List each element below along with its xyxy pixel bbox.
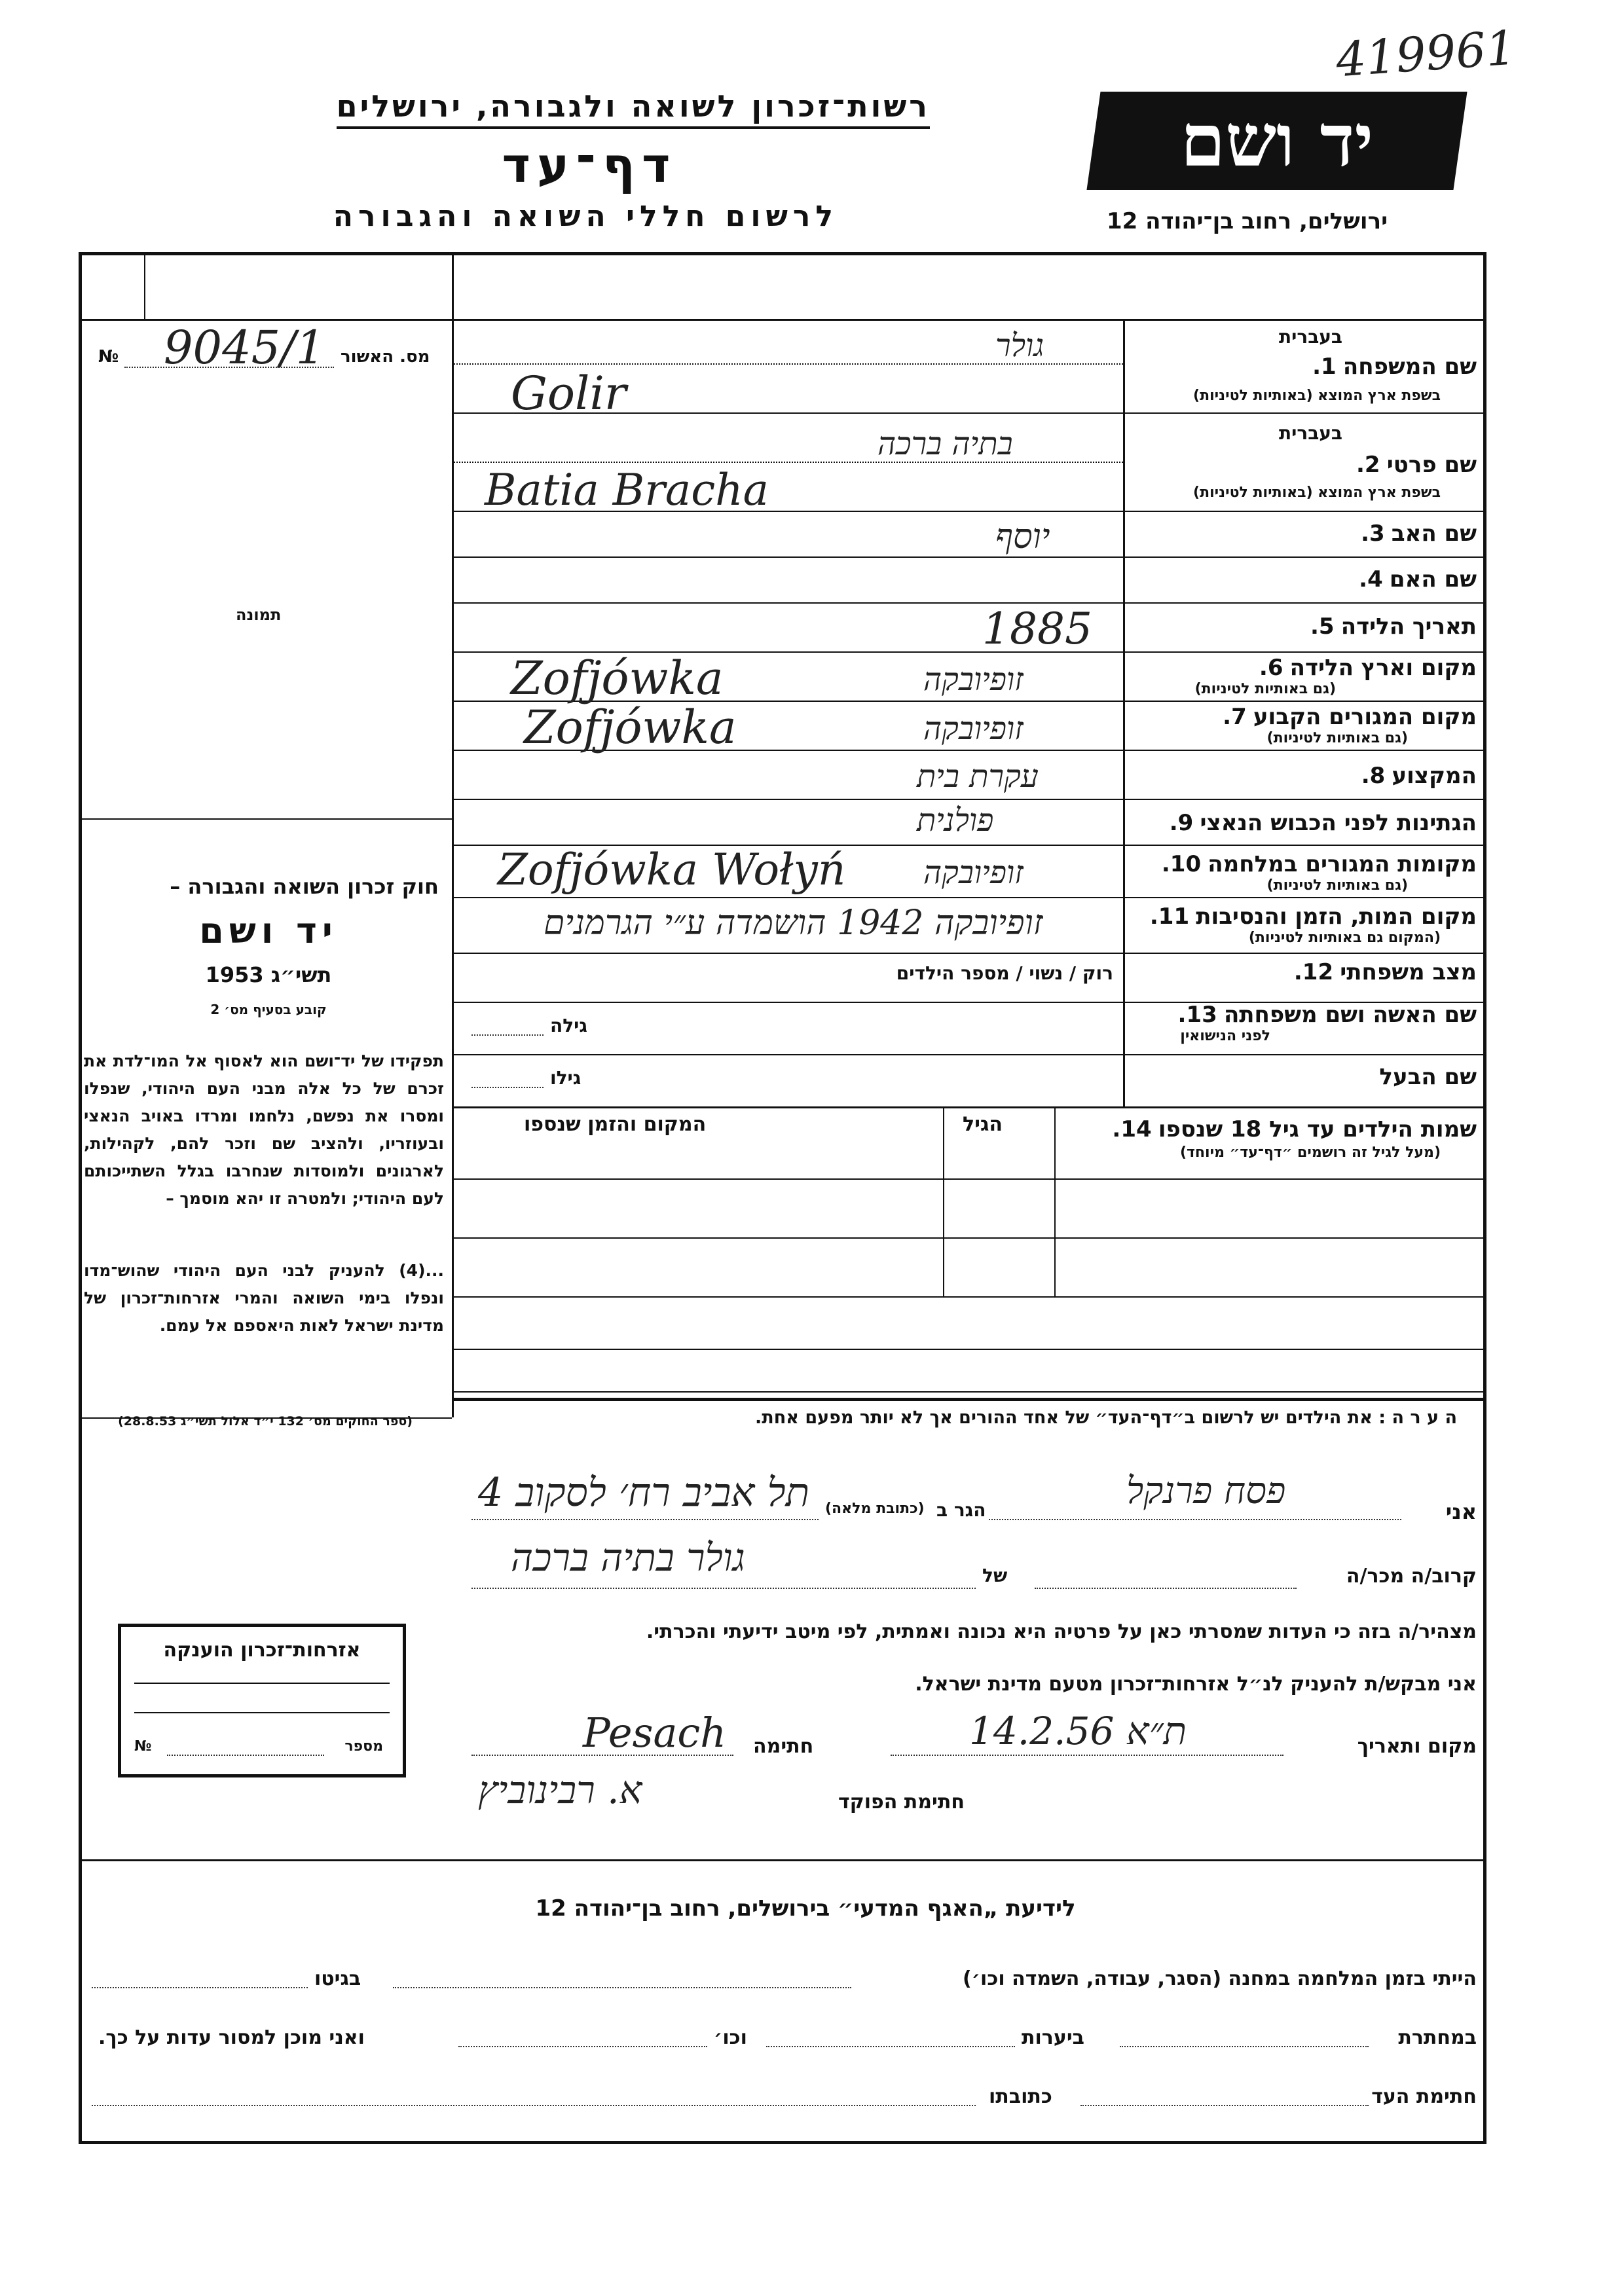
bottom-line1-ghetto: בגיטו [314, 1967, 361, 1990]
field-11-label: מקום המות, הזמן והנסיבות 11. [1149, 903, 1477, 930]
law-text-2: ...(4) להעניק לבני העם היהודי שהוש־מדו ונפלו בימי השואה והמרי אזרחות־זכרון של מדינת ישראל לאות היאספם אל עמם. [84, 1261, 444, 1335]
field-2-hebrew-tag: בעברית [1278, 422, 1342, 444]
bottom-line2-testimony: ואני מוכן למסור עדות על כך. [98, 2026, 365, 2049]
field-7-value: זופיובקה [923, 710, 1024, 747]
field-6-label: מקום וארץ הלידה 6. [1259, 655, 1477, 681]
decl-signature-label: חתימה [753, 1735, 814, 1758]
field-8-label: המקצוע 8. [1361, 763, 1477, 789]
approval-label: מס. האשור [341, 347, 430, 367]
decl-place-date-label: מקום ותאריך [1357, 1735, 1477, 1758]
decl-ani: אני [1445, 1499, 1477, 1524]
bottom-line3-witness-sig: חתימת העד [1371, 2085, 1477, 2108]
field-7-sublabel: (גם באותיות לטיניות) [1266, 730, 1408, 746]
field-13-label: שם האשה ושם משפחתה 13. [1177, 1002, 1477, 1028]
field-9-label: הגתינות לפני הכבוש הנאצי 9. [1169, 810, 1477, 836]
decl-place-date: ת״א 14.2.56 [969, 1709, 1187, 1753]
field-10-value: זופיובקה [923, 854, 1024, 891]
field-12-label: מצב משפחתי 12. [1293, 959, 1477, 985]
bottom-line2-underground: במחתרת [1398, 2026, 1477, 2049]
field-2-hebrew-value: בתיה ברכה [877, 426, 1013, 462]
citizenship-box [118, 1624, 406, 1777]
field-11-value: זופיובקה 1942 הושמדה ע״י הגרמנים [544, 903, 1043, 943]
field-14-sublabel: (מעל לגיל זה רושמים ״דף־עד״ מיוחד) [1179, 1144, 1441, 1161]
archive-number: 419961 [1334, 20, 1518, 88]
org-line: רשות־זכרון לשואה ולגבורה, ירושלים [337, 88, 930, 129]
photo-label: תמונה [236, 606, 282, 624]
children-col-age: הגיל [963, 1113, 1003, 1136]
field-3-value: יוסף [995, 517, 1050, 556]
field-11-sublabel: (המקום גם באותיות לטיניות) [1248, 930, 1441, 946]
field-5-value: 1885 [982, 604, 1092, 654]
decl-full-address-label: (כתובת מלאה) [825, 1501, 925, 1517]
field-5-label: תאריך הלידה 5. [1310, 613, 1477, 640]
husband-label: שם הבעל [1379, 1064, 1477, 1090]
field-1-hebrew-tag: בעברית [1278, 326, 1342, 348]
decl-name: פסח פרנקל [1126, 1470, 1286, 1512]
field-2-label: שם פרטי 2. [1356, 452, 1477, 478]
approval-number-sign: № [98, 347, 119, 367]
header-address: ירושלים, רחוב בן־יהודה 12 [1107, 208, 1388, 234]
law-clause: קובע בסעיף מס׳ 2 [210, 1002, 327, 1017]
decl-statement-1: מצהיר/ה בזה כי העדות שמסרתי כאן על פרטיה היא נכונה ואמתית, לפי מיטב ידיעתי והכרתי. [646, 1620, 1477, 1643]
field-8-value: עקרת בית [917, 758, 1039, 795]
decl-of: של [982, 1565, 1008, 1586]
field-7-label: מקום המגורים הקבוע 7. [1223, 704, 1477, 730]
law-year: תשי״ג 1953 [205, 962, 332, 987]
field-10-label: מקומות המגורים במלחמה 10. [1161, 851, 1477, 877]
field-3-label: שם האב 3. [1361, 520, 1477, 547]
yad-vashem-logo: יד ושם [1086, 92, 1467, 190]
law-name: יד ושם [199, 910, 338, 951]
bottom-line1-text: הייתי בזמן המלחמה במחנה (הסגר, עבודה, השמדה וכו׳) [963, 1967, 1477, 1990]
field-1-hebrew-value: גולר [995, 327, 1044, 364]
bottom-line3-address: כתובתו [989, 2085, 1052, 2108]
field-1-latin-value: Golir [511, 367, 627, 420]
children-col-place: המקום והזמן שנספו [524, 1113, 707, 1136]
decl-official-label: חתימת הפוקד [838, 1791, 965, 1813]
field-13-age-label-m: גילו [550, 1067, 581, 1089]
decl-signature: Pesach [583, 1709, 727, 1757]
decl-relative-name: גולר בתיה ברכה [511, 1535, 745, 1580]
bottom-title: לידיעת „האגף המדעי״ בירושלים, רחוב בן־יהודה 12 [535, 1895, 1076, 1922]
decl-statement-2: אני מבקש/ת להעניק לנ״ל אזרחות־זכרון מטעם מדינת ישראל. [915, 1673, 1477, 1696]
note-text: ה ע ר ה : את הילדים יש לרשום ב״דף־העד״ של אחד ההורים אך לא יותר מפעם אחת. [755, 1408, 1457, 1428]
page-title: דף־עד [502, 137, 677, 194]
field-6-latin-value: Zofjówka [511, 651, 724, 705]
decl-relative-label: קרוב/ה מכר/ה [1346, 1565, 1477, 1588]
field-10-sublabel: (גם באותיות לטיניות) [1266, 877, 1408, 894]
field-9-value: פולנית [917, 802, 994, 839]
field-13-sublabel: לפני הנישואין [1180, 1028, 1270, 1044]
citizenship-number-label: מספר [344, 1738, 383, 1755]
decl-resident: הגר ב [936, 1499, 986, 1521]
field-12-options: רוק / נשוי / מספר הילדים [896, 962, 1113, 984]
law-title: חוק זכרון השואה והגבורה – [170, 874, 439, 899]
approval-number: 9045/1 [164, 321, 325, 374]
field-7-latin-value: Zofjówka [524, 701, 737, 754]
field-2-latin-value: Batia Bracha [485, 465, 769, 515]
law-reference: (ספר החוקים מס׳ 132 י״ד אלול תשי״ג 28.8.53) [118, 1414, 413, 1429]
page-subtitle: לרשום חללי השואה והגבורה [333, 200, 838, 233]
citizenship-number-sign: № [134, 1738, 152, 1755]
citizenship-box-title: אזרחות־זכרון הוענקה [163, 1639, 361, 1662]
field-6-value: זופיובקה [923, 661, 1024, 698]
bottom-line2-etc: וכו׳ [714, 2026, 747, 2049]
field-14-label: שמות הילדים עד גיל 18 שנספו 14. [1112, 1116, 1477, 1142]
bottom-line2-forests: ביערות [1022, 2026, 1084, 2049]
field-1-sublabel: בשפת ארץ המוצא (באותיות לטיניות) [1193, 388, 1441, 404]
field-1-label: שם המשפחה 1. [1312, 354, 1477, 380]
decl-official-signature: א. רבינוביץ [478, 1768, 642, 1812]
field-2-sublabel: בשפת ארץ המוצא (באותיות לטיניות) [1193, 484, 1441, 501]
field-6-sublabel: (גם באותיות לטיניות) [1194, 681, 1336, 697]
field-13-age-label-f: גילה [550, 1015, 587, 1036]
field-4-label: שם האם 4. [1359, 566, 1477, 592]
decl-address: תל אביב רח׳ לסקוב 4 [478, 1470, 810, 1516]
field-10-latin-value: Zofjówka Wołyń [498, 845, 846, 895]
law-text-1: תפקידו של יד־ושם הוא לאסוף אל המו־לדת את זכרם של כל אלה מבני העם היהודי, שנפלו ומסרו את נפשם, נלחמו ומרדו באויב הנאצי ובעוזריו, ולהציב שם וזכר להם, לקהילות, לארגונים ולמוסדות שנחרבו בגלל השתייכותם לעם היהודי; ולמטרה זו יהא מוסמך – [84, 1051, 444, 1208]
